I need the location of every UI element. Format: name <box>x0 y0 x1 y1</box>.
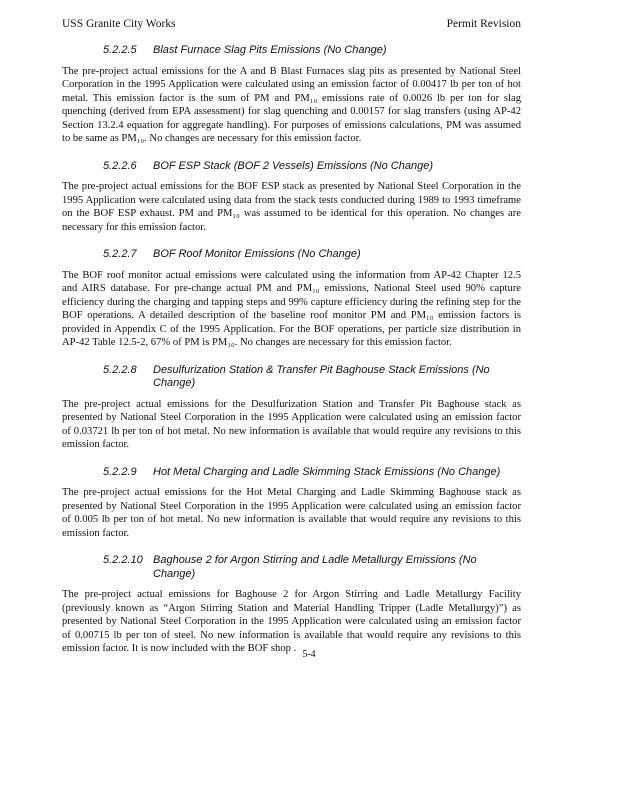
section-title: Desulfurization Station & Transfer Pit Baghouse Stack Emissions (No Change) <box>153 363 490 389</box>
section-paragraph: The pre-project actual emissions for Baghouse 2 for Argon Stirring and Ladle Metallurgy Facility (previously known as “Argon Stirring Station and Material Handling Tripper (Ladle Metallurgy)”) as presented by National Steel Corporation in the 1995 Application were calculated using an emission factor of 0.00715 lb per ton of steel. No new information is available that would require any revisions to this emission factor. It is now included with the BOF shop . <box>62 589 521 654</box>
page-content <box>62 44 521 670</box>
section-number: 5.2.2.6 <box>103 159 137 172</box>
section-paragraph: The pre-project actual emissions for the Hot Metal Charging and Ladle Skimming Baghouse stack as presented by National Steel Corporation in the 1995 Application were calculated using an emission factor of 0.005 lb per ton of hot metal. No new information is available that would require any revisions to this emission factor. <box>62 487 521 539</box>
section-paragraph: The pre-project actual emissions for the A and B Blast Furnaces slag pits as presented by National Steel Corporation in the 1995 Application were calculated using an emission factor of 0.00417 lb per ton of hot metal. This emission factor is the sum of PM and PM₁₀ emissions rate of 0.0026 lb per ton for slag quenching (derived from EPA assessment) for slag quenching and 0.00157 for slag transfers (using AP-42 Section 13.2.4 equation for aggregate handling). For purposes of emissions calculations, PM was assumed to be same as PM₁₀. No changes are necessary for this emission factor. <box>62 65 521 144</box>
section-number: 5.2.2.8 <box>103 363 137 376</box>
header-facility-name: USS Granite City Works <box>62 18 176 30</box>
section-blast-furnace-slag-pits <box>62 44 521 146</box>
section-title: BOF Roof Monitor Emissions (No Change) <box>153 248 361 260</box>
section-number: 5.2.2.9 <box>103 465 137 478</box>
section-title: Blast Furnace Slag Pits Emissions (No Change) <box>153 44 387 56</box>
section-heading <box>62 554 521 581</box>
section-bof-roof-monitor <box>62 248 521 350</box>
section-paragraph: The pre-project actual emissions for the Desulfurization Station and Transfer Pit Baghouse stack as presented by National Steel Corporation in the 1995 Application were calculated using an emission factor of 0.03721 lb per ton of hot metal. No new information is available that would require any revisions to this emission factor. <box>62 398 521 450</box>
section-title: Baghouse 2 for Argon Stirring and Ladle Metallurgy Emissions (No Change) <box>153 554 477 580</box>
section-baghouse-2 <box>62 554 521 656</box>
section-bof-esp-stack <box>62 160 521 235</box>
page-number: 5-4 <box>302 649 316 660</box>
section-heading <box>62 466 521 480</box>
section-heading <box>62 44 521 58</box>
section-heading <box>62 248 521 262</box>
section-number: 5.2.2.10 <box>103 554 143 566</box>
section-title: Hot Metal Charging and Ladle Skimming Stack Emissions (No Change) <box>153 465 501 478</box>
section-number: 5.2.2.5 <box>103 44 137 56</box>
section-title: BOF ESP Stack (BOF 2 Vessels) Emissions (No Change) <box>153 159 433 172</box>
section-paragraph: The pre-project actual emissions for the BOF ESP stack as presented by National Steel Corporation in the 1995 Application were calculated using data from the stack tests conducted during 1989 to 1993 timeframe on the BOF ESP exhaust. PM and PM₁₀ was assumed to be identical for this operation. No changes are necessary for this emission factor. <box>62 181 521 233</box>
section-paragraph: The BOF roof monitor actual emissions were calculated using the information from AP-42 Chapter 12.5 and AIRS database. For pre-change actual PM and PM₁₀ emissions, National Steel used 90% capture efficiency during the charging and tapping steps and 99% capture efficiency during the refining step for the BOF operations. A detailed description of the baseline roof monitor PM and PM₁₀ emission factors is provided in Appendix C of the 1995 Application. For the BOF operations, per particle size distribution in AP-42 Table 12.5-2, 67% of PM is PM₁₀. No changes are necessary for this emission factor. <box>62 269 521 348</box>
section-heading <box>62 364 521 391</box>
section-desulfurization-baghouse <box>62 364 521 452</box>
section-hot-metal-charging <box>62 466 521 541</box>
section-number: 5.2.2.7 <box>103 248 137 260</box>
header-document-type: Permit Revision <box>446 18 521 30</box>
section-heading <box>62 160 521 174</box>
